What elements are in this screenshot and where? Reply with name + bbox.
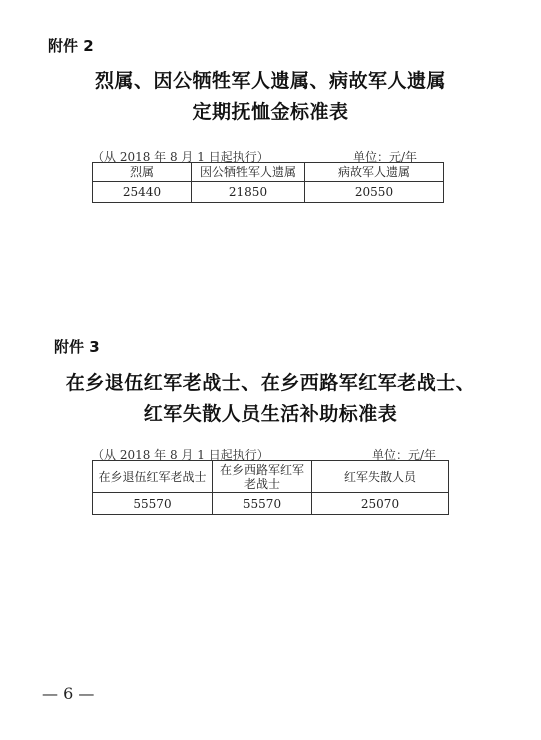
living-subsidy-table xyxy=(92,460,449,515)
table-title-line: 在乡退伍红军老战士、在乡西路军红军老战士、 xyxy=(65,372,476,394)
table-header-cell: 病故军人遗属 xyxy=(305,163,444,182)
pension-standard-table xyxy=(92,162,444,203)
appendix-label: 附件 3 xyxy=(54,338,100,356)
table-header-cell: 因公牺牲军人遗属 xyxy=(192,163,305,182)
unit-note: 单位：元/年 xyxy=(353,150,418,164)
table-title-line: 红军失散人员生活补助标准表 xyxy=(143,403,398,425)
table-header-cell: 红军失散人员 xyxy=(312,461,449,493)
table-cell: 25440 xyxy=(93,182,192,203)
table-cell: 55570 xyxy=(93,493,213,515)
table-header-cell: 烈属 xyxy=(93,163,192,182)
page-number: — 6 — xyxy=(42,684,95,703)
effective-date-note: （从 2018 年 8 月 1 日起执行） xyxy=(92,150,269,164)
table-row xyxy=(93,182,444,203)
effective-date-note: （从 2018 年 8 月 1 日起执行） xyxy=(92,448,269,462)
table-cell: 21850 xyxy=(192,182,305,203)
table-cell: 55570 xyxy=(213,493,312,515)
appendix-label: 附件 2 xyxy=(48,37,94,55)
table-header-row xyxy=(93,461,449,493)
table-cell: 25070 xyxy=(312,493,449,515)
table-cell: 20550 xyxy=(305,182,444,203)
table-title-line: 定期抚恤金标准表 xyxy=(192,101,349,123)
table-title-line: 烈属、因公牺牲军人遗属、病故军人遗属 xyxy=(94,70,446,92)
table-header-cell: 在乡西路军红军 老战士 xyxy=(213,461,312,493)
unit-note: 单位：元/年 xyxy=(372,448,437,462)
table-row xyxy=(93,493,449,515)
table-header-cell: 在乡退伍红军老战士 xyxy=(93,461,213,493)
table-header-row xyxy=(93,163,444,182)
